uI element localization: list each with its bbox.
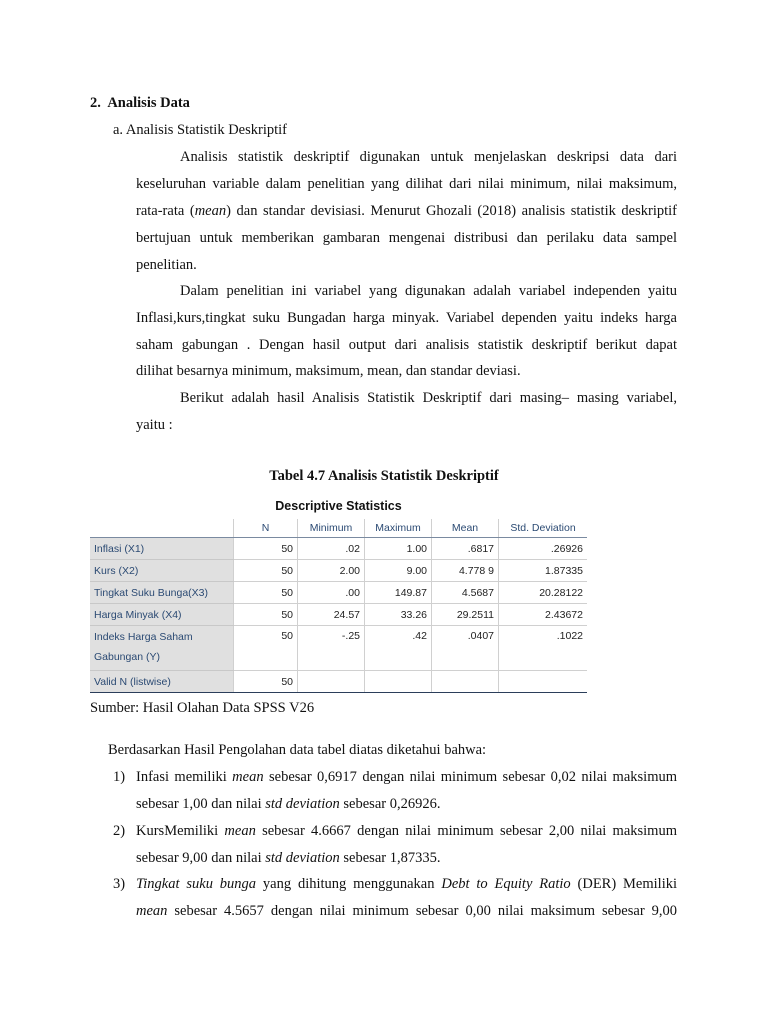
list-item-number: 2) <box>113 823 126 839</box>
header-cell: N <box>234 519 298 538</box>
cell-std-deviation: .26926 <box>499 538 588 560</box>
findings-intro: Berdasarkan Hasil Pengolahan data tabel diatas diketahui bahwa: <box>108 742 487 758</box>
header-cell: Mean <box>432 519 499 538</box>
cell-minimum: .00 <box>298 582 365 604</box>
table-row <box>90 671 587 693</box>
cell-mean: 4.778 9 <box>432 560 499 582</box>
cell-n: 50 <box>234 626 298 671</box>
cell-minimum: 24.57 <box>298 604 365 626</box>
cell-maximum: 149.87 <box>365 582 432 604</box>
cell-minimum: .02 <box>298 538 365 560</box>
cell-mean: .6817 <box>432 538 499 560</box>
cell-maximum: .42 <box>365 626 432 671</box>
cell-maximum: 9.00 <box>365 560 432 582</box>
section-heading: 2. Analisis Data <box>90 95 190 111</box>
para1-line: penelitian. <box>136 257 197 273</box>
row-label: Indeks Harga Saham Gabungan (Y) <box>90 626 234 671</box>
list-item-line: Infasi memiliki mean sebesar 0,6917 dengan nilai minimum sebesar 0,02 nilai maksimum <box>136 769 678 785</box>
cell-minimum <box>298 671 365 693</box>
list-item-line: sebesar 9,00 dan nilai std deviation sebesar 1,87335. <box>136 850 441 866</box>
table-header-row <box>90 519 587 538</box>
spss-table-title: Descriptive Statistics <box>275 499 402 513</box>
row-label: Valid N (listwise) <box>90 671 234 693</box>
row-label: Kurs (X2) <box>90 560 234 582</box>
descriptive-statistics-table <box>90 519 587 693</box>
para3-line: Berikut adalah hasil Analisis Statistik Deskriptif dari masing– masing variabel, <box>180 390 677 406</box>
table-row <box>90 538 587 560</box>
cell-n: 50 <box>234 671 298 693</box>
para1-line: rata-rata (mean) dan standar devisiasi. Menurut Ghozali (2018) analisis statistik deskriptif <box>136 203 677 219</box>
header-cell: Maximum <box>365 519 432 538</box>
header-cell: Std. Deviation <box>499 519 588 538</box>
cell-n: 50 <box>234 582 298 604</box>
cell-minimum: 2.00 <box>298 560 365 582</box>
list-item-number: 3) <box>113 876 126 892</box>
cell-maximum <box>365 671 432 693</box>
header-cell: Minimum <box>298 519 365 538</box>
table-row <box>90 582 587 604</box>
row-label: Inflasi (X1) <box>90 538 234 560</box>
para2-line: Dalam penelitian ini variabel yang digunakan adalah variabel independen yaitu <box>180 283 677 299</box>
cell-n: 50 <box>234 538 298 560</box>
para2-line: saham gabungan . Dengan hasil output dari analisis statistik deskriptif berikut dapat <box>136 337 677 353</box>
cell-std-deviation: 1.87335 <box>499 560 588 582</box>
table-caption: Tabel 4.7 Analisis Statistik Deskriptif <box>269 468 499 484</box>
list-item-line: KursMemiliki mean sebesar 4.6667 dengan nilai minimum sebesar 2,00 nilai maksimum <box>136 823 677 839</box>
cell-n: 50 <box>234 604 298 626</box>
list-item-line: sebesar 1,00 dan nilai std deviation sebesar 0,26926. <box>136 796 441 812</box>
cell-mean: 4.5687 <box>432 582 499 604</box>
table-row <box>90 626 587 671</box>
cell-mean: .0407 <box>432 626 499 671</box>
cell-std-deviation: .1022 <box>499 626 588 671</box>
list-item-number: 1) <box>113 769 126 785</box>
row-label: Harga Minyak (X4) <box>90 604 234 626</box>
para2-line: Inflasi,kurs,tingkat suku Bungadan harga minyak. Variabel dependen yaitu indeks harga <box>136 310 677 326</box>
para1-line: Analisis statistik deskriptif digunakan untuk menjelaskan deskripsi data dari <box>180 149 677 165</box>
para2-line: dilihat besarnya minimum, maksimum, mean, dan standar deviasi. <box>136 363 521 379</box>
subsection-heading: a. Analisis Statistik Deskriptif <box>113 122 287 138</box>
cell-std-deviation <box>499 671 588 693</box>
table-row <box>90 604 587 626</box>
list-item-line: Tingkat suku bunga yang dihitung menggunakan Debt to Equity Ratio (DER) Memiliki <box>136 876 678 892</box>
cell-std-deviation: 2.43672 <box>499 604 588 626</box>
header-cell <box>90 519 234 538</box>
cell-mean: 29.2511 <box>432 604 499 626</box>
row-label: Tingkat Suku Bunga(X3) <box>90 582 234 604</box>
para1-line: bertujuan untuk memberikan gambaran mengenai distribusi dan perilaku data sampel <box>136 230 677 246</box>
table-source: Sumber: Hasil Olahan Data SPSS V26 <box>90 700 315 716</box>
cell-maximum: 1.00 <box>365 538 432 560</box>
cell-mean <box>432 671 499 693</box>
para3-line: yaitu : <box>136 417 173 433</box>
cell-n: 50 <box>234 560 298 582</box>
list-item-line: mean sebesar 4.5657 dengan nilai minimum sebesar 0,00 nilai maksimum sebesar 9,00 <box>136 903 677 919</box>
para1-line: keseluruhan variable dalam penelitian yang dilihat dari nilai minimum, nilai maksimum, <box>136 176 677 192</box>
cell-maximum: 33.26 <box>365 604 432 626</box>
cell-std-deviation: 20.28122 <box>499 582 588 604</box>
table-row <box>90 560 587 582</box>
cell-minimum: -.25 <box>298 626 365 671</box>
